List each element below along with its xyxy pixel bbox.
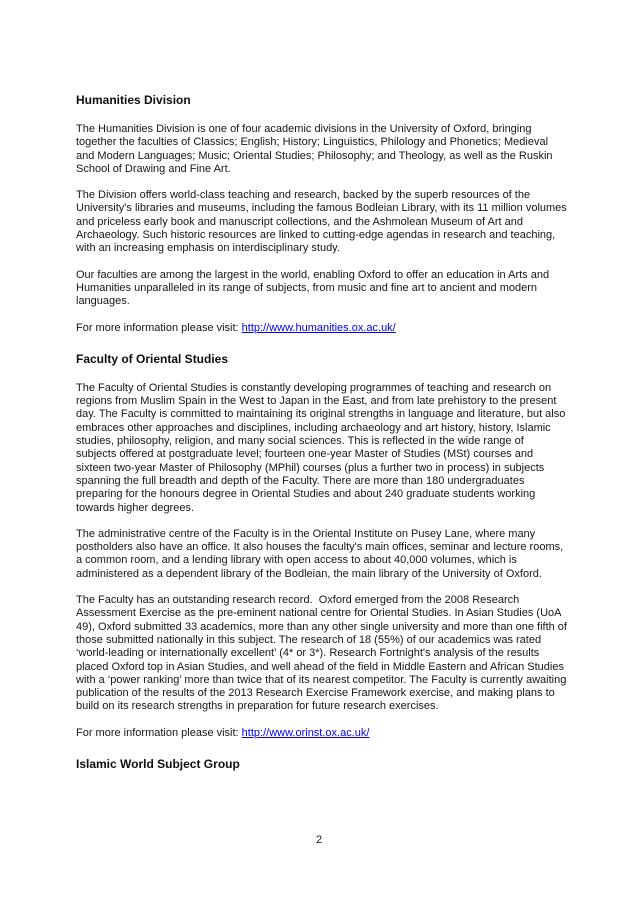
page-number: 2	[315, 834, 323, 846]
more-info-line	[76, 727, 567, 740]
paragraph: The Humanities Division is one of four academic divisions in the University of Oxford, bringing together the faculties of Classics; English; History; Linguistics, Philology and Phonetics; Medieval and Modern Languages; Music; Oriental Studies; Philosophy; and Theology, as well as the Ruskin School of Drawing and Fine Art.	[76, 123, 553, 175]
paragraph: The administrative centre of the Faculty is in the Oriental Institute on Pusey Lane, where many postholders also have an office. It also houses the faculty's main offices, seminar and lecture rooms, a common room, and a lending library with open access to about 40,000 volumes, which is administered as a dependent library of the Bodleian, the main library of the University of Oxford.	[76, 527, 564, 580]
paragraph: Our faculties are among the largest in the world, enabling Oxford to offer an education in Arts and Humanities unparalleled in its range of subjects, from music and fine art to ancient and modern languages.	[76, 268, 550, 308]
more-info-prefix: For more information please visit:	[76, 321, 242, 334]
more-info-prefix: For more information please visit:	[76, 726, 242, 739]
section-heading-humanities-division: Humanities Division	[76, 93, 191, 107]
paragraph: The Faculty has an outstanding research record. Oxford emerged from the 2008 Research Assessment Exercise as the pre-eminent national centre for Oriental Studies. In Asian Studies (UoA 49), Oxford submitted 33 academics, more than any other single university and more than one fifth of those submitted nationally in this subject. The research of 18 (55%) of our academics was rated ‘world-leading or internationally excellent’ (4* or 3*). Research Fortnight's analysis of the results placed Oxford top in Asian Studies, and well ahead of the field in Middle Eastern and African Studies with a ‘power ranking’ more than twice that of its nearest competitor. The Faculty is currently awaiting publication of the results of the 2013 Research Exercise Framework exercise, and making plans to build on its research strengths in preparation for future research exercises.	[76, 594, 567, 713]
section-heading-islamic-world-subject-group: Islamic World Subject Group	[76, 756, 240, 771]
paragraph: The Faculty of Oriental Studies is constantly developing programmes of teaching and research on regions from Muslim Spain in the West to Japan in the East, and from late prehistory to the present day. The Faculty is committed to maintaining its original strengths in language and literature, but also embraces other approaches and disciplines, including archaeology and art history, history, Islamic studies, philosophy, religion, and many social sciences. This is reflected in the wide range of subjects offered at postgraduate level; fourteen one-year Master of Studies (MSt) courses and sixteen two-year Master of Philosophy (MPhil) courses (plus a further two in process) in subjects spanning the full breadth and depth of the Faculty. There are more than 180 undergraduates preparing for the honours degree in Oriental Studies and about 240 graduate students working towards higher degrees.	[76, 381, 566, 514]
humanities-website-link[interactable]: http://www.humanities.ox.ac.uk/	[241, 321, 396, 334]
paragraph: The Division offers world-class teaching and research, backed by the superb resources of the University's libraries and museums, including the famous Bodleian Library, with its 11 million volumes and priceless early book and manuscript collections, and the Ashmolean Museum of Art and Archaeology. Such historic resources are linked to cutting-edge agendas in research and teaching, with an increasing emphasis on interdisciplinary study.	[76, 189, 567, 255]
section-heading-faculty-of-oriental-studies: Faculty of Oriental Studies	[76, 351, 229, 366]
oriental-studies-website-link[interactable]: http://www.orinst.ox.ac.uk/	[241, 726, 370, 739]
more-info-line	[76, 322, 567, 335]
